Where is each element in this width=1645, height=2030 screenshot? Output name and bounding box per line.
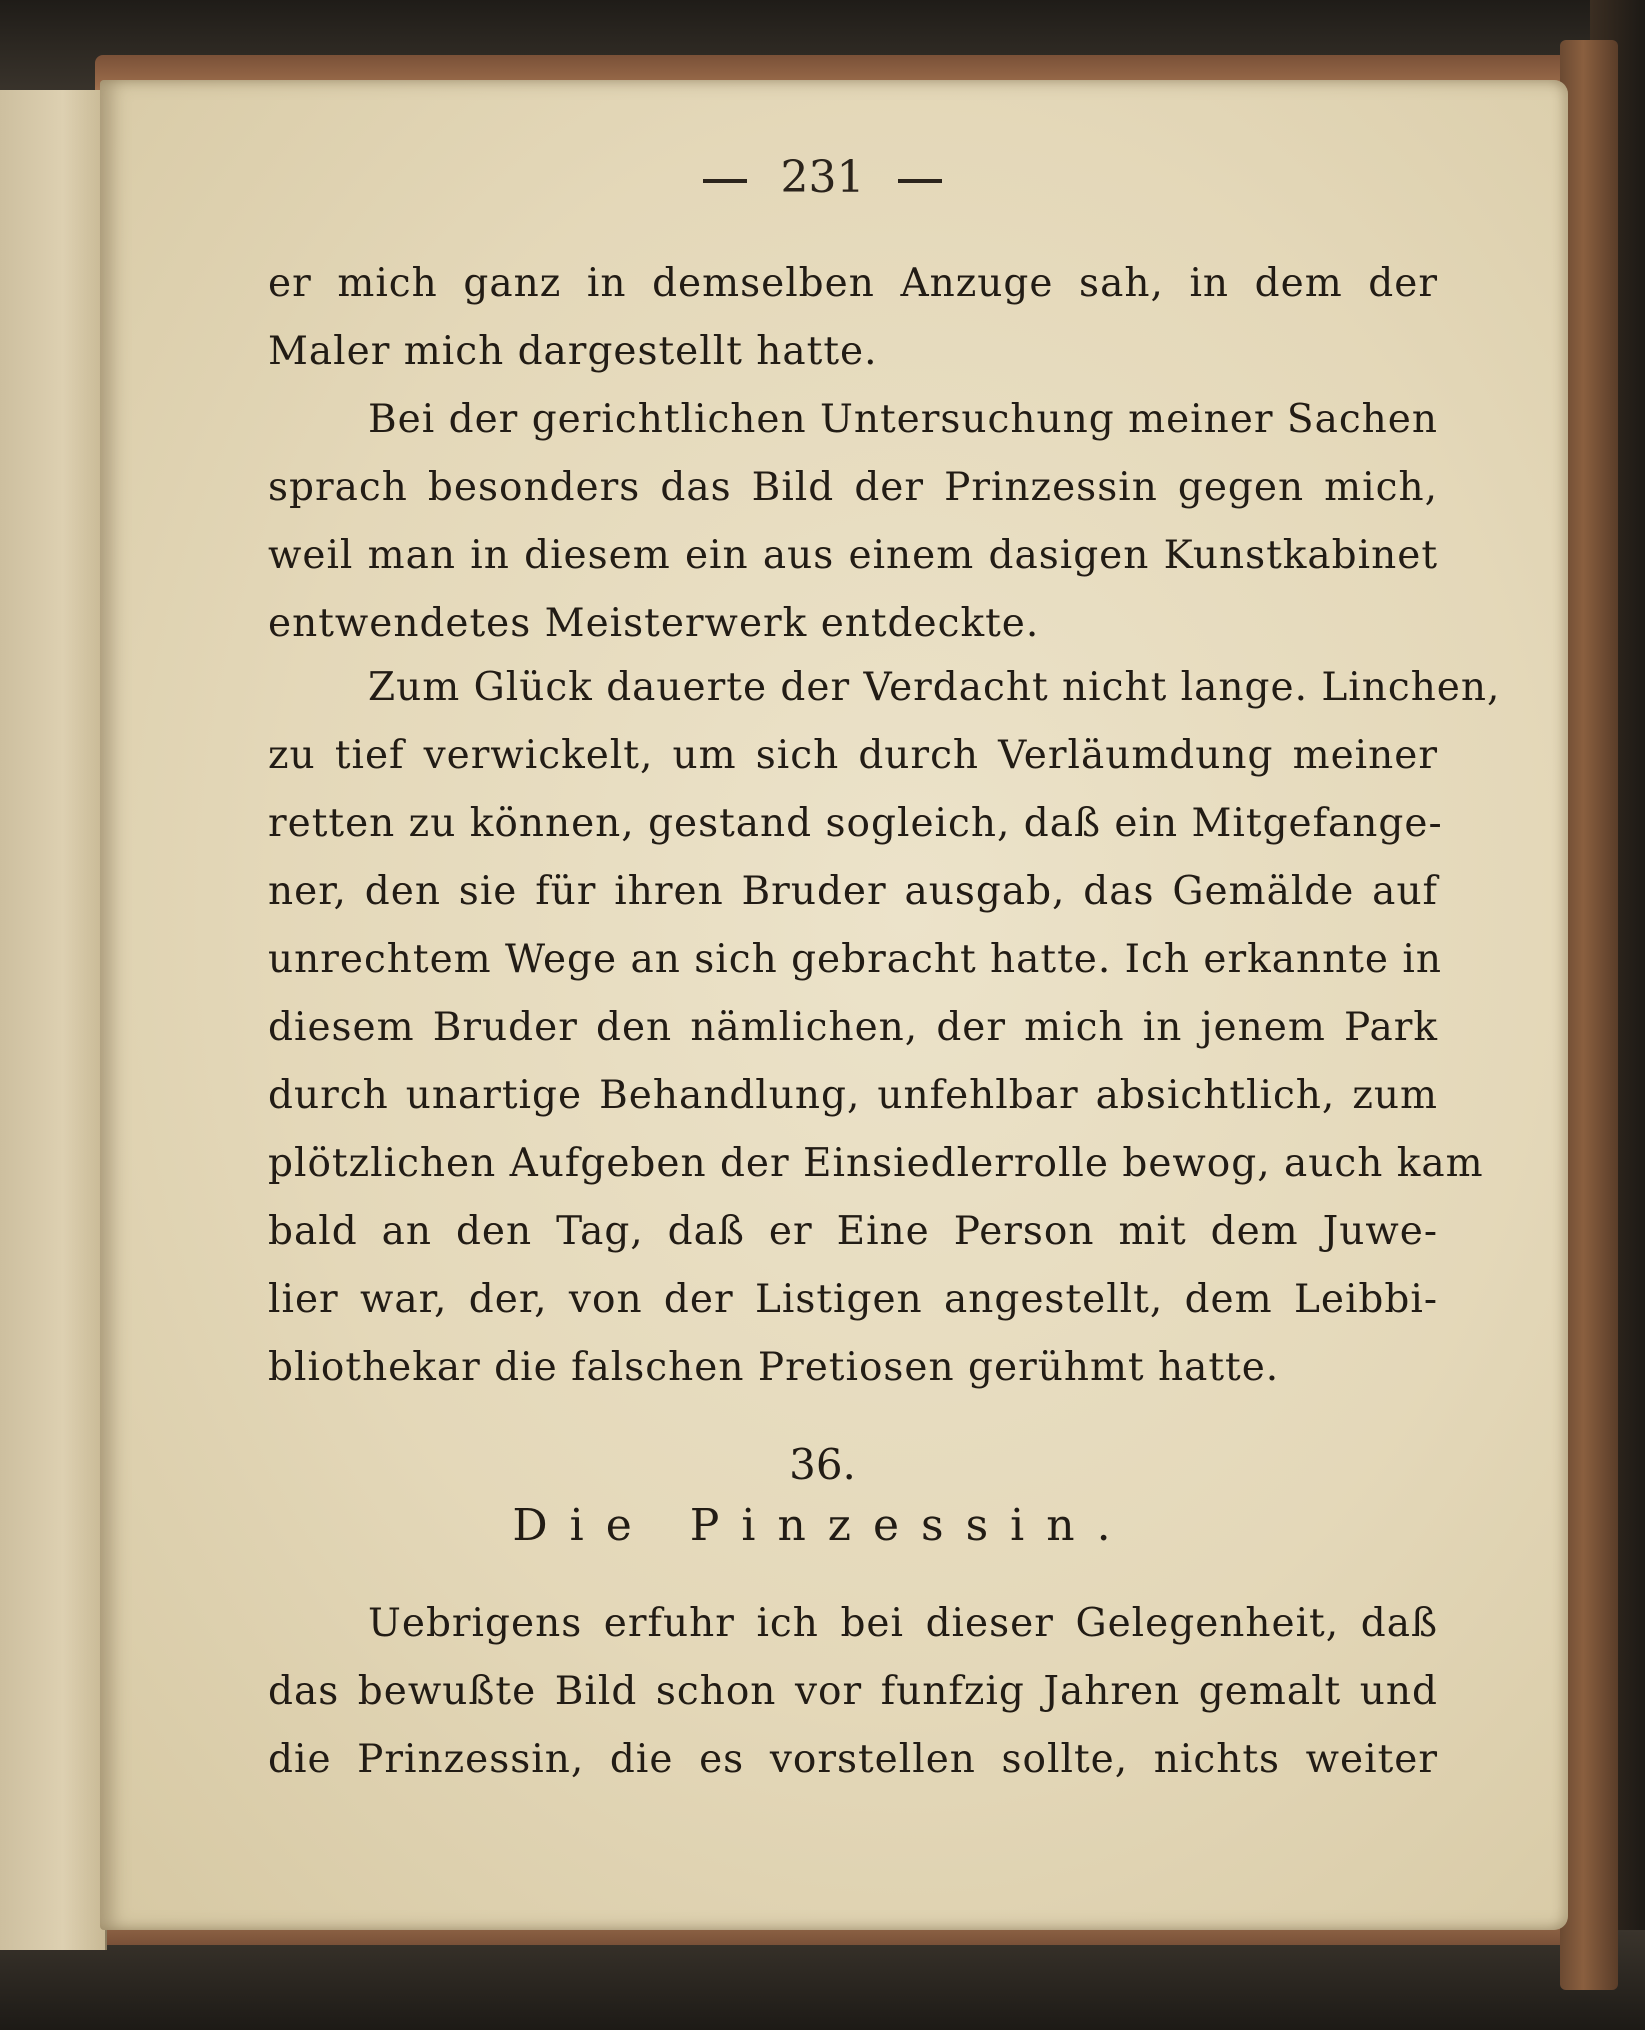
text-line: Bei der gerichtlichen Untersuchung meiner Sachen (368, 397, 1438, 442)
text-line: das bewußte Bild schon vor funfzig Jahren gemalt und (268, 1669, 1438, 1714)
text-line: Zum Glück dauerte der Verdacht nicht lange. Linchen, (368, 665, 1501, 710)
paragraph-1 (268, 250, 1438, 386)
previous-page-edge (0, 90, 107, 1950)
text-line: Maler mich dargestellt hatte. (268, 329, 878, 374)
text-line: diesem Bruder den nämlichen, der mich in jenem Park (268, 1005, 1438, 1050)
text-line: plötzlichen Aufgeben der Einsiedlerrolle bewog, auch kam (268, 1141, 1484, 1186)
paragraph-4 (268, 1590, 1438, 1794)
text-line: er mich ganz in demselben Anzuge sah, in dem der (268, 261, 1438, 306)
text-line: Uebrigens erfuhr ich bei dieser Gelegenheit, daß (368, 1601, 1438, 1646)
page-number (0, 152, 1645, 203)
text-line: zu tief verwickelt, um sich durch Verläumdung meiner (268, 733, 1438, 778)
text-line: bald an den Tag, daß er Eine Person mit dem Juwe- (268, 1209, 1438, 1254)
text-line: lier war, der, von der Listigen angestellt, dem Leibbi- (268, 1277, 1438, 1322)
text-line: unrechtem Wege an sich gebracht hatte. Ich erkannte in (268, 937, 1442, 982)
text-line: durch unartige Behandlung, unfehlbar absichtlich, zum (268, 1073, 1438, 1118)
text-line: ner, den sie für ihren Bruder ausgab, das Gemälde auf (268, 869, 1438, 914)
dash-left (703, 179, 747, 183)
text-line: bliothekar die falschen Pretiosen gerühmt hatte. (268, 1345, 1280, 1390)
dash-right (898, 179, 942, 183)
cover-bottom (0, 1930, 1645, 2030)
page-number-value: 231 (780, 152, 865, 203)
text-line: die Prinzessin, die es vorstellen sollte, nichts weiter (268, 1737, 1438, 1782)
paragraph-3 (268, 654, 1501, 1402)
binding-right-edge (1560, 40, 1618, 1990)
text-line: weil man in diesem ein aus einem dasigen Kunstkabinet (268, 533, 1438, 578)
text-line: sprach besonders das Bild der Prinzessin gegen mich, (268, 465, 1438, 510)
text-line: retten zu können, gestand sogleich, daß ein Mitgefange- (268, 801, 1443, 846)
text-line: entwendetes Meisterwerk entdeckte. (268, 601, 1040, 646)
chapter-title: Die Pinzessin. (512, 1500, 1133, 1551)
chapter-number: 36. (789, 1440, 856, 1489)
paragraph-2 (268, 386, 1438, 658)
